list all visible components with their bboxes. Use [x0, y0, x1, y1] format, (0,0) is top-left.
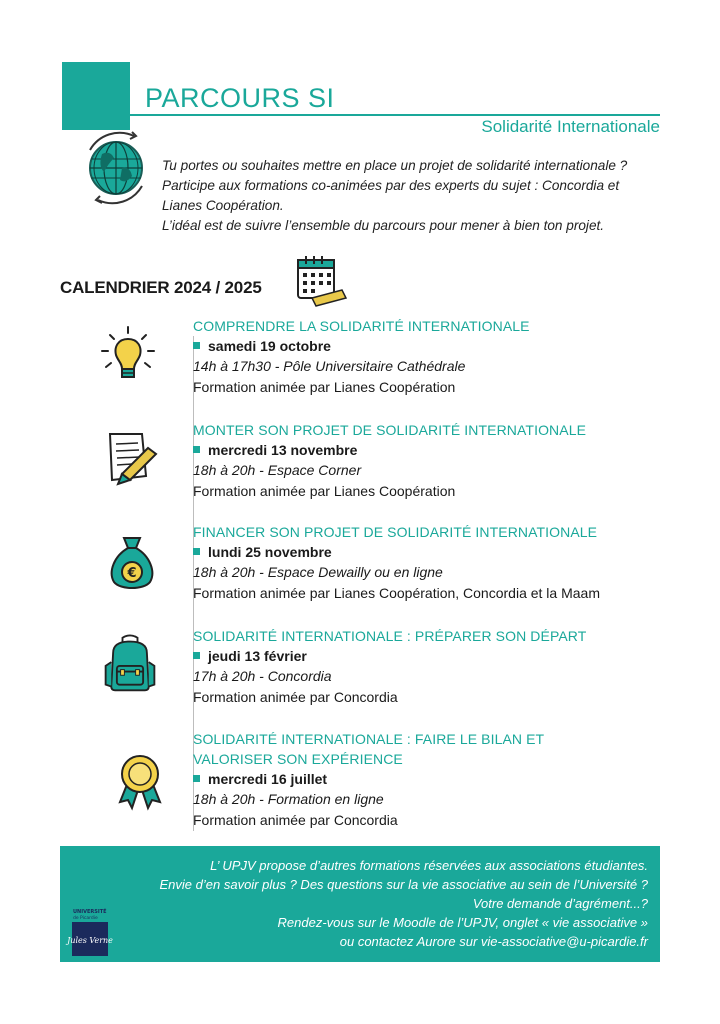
bullet-square: [193, 446, 200, 453]
footer-contact-line: ou contactez Aurore sur vie-associative@u-picardie.fr: [339, 934, 648, 949]
bullet-square: [193, 652, 200, 659]
medal-icon: [110, 750, 170, 810]
event-item: [193, 316, 673, 398]
bullet-square: [193, 775, 200, 782]
event-date: [193, 440, 673, 460]
bullet-square: [193, 342, 200, 349]
logo-line-2: de Picardie: [73, 916, 98, 921]
event-time: 18h à 20h - Espace Corner: [193, 462, 362, 478]
globe-icon: [76, 128, 156, 208]
header-accent-block: [62, 62, 130, 130]
event-trainer: Formation animée par Concordia: [193, 812, 398, 828]
page-subtitle: Solidarité Internationale: [481, 117, 660, 136]
event-date-text: mercredi 13 novembre: [208, 442, 358, 458]
event-trainer: Formation animée par Concordia: [193, 689, 398, 705]
footer-line: Rendez-vous sur le Moodle de l’UPJV, onglet « vie associative »: [277, 915, 648, 930]
intro-line: Lianes Coopération.: [162, 198, 284, 213]
event-title: SOLIDARITÉ INTERNATIONALE : PRÉPARER SON DÉPART: [193, 628, 587, 644]
event-trainer: Formation animée par Lianes Coopération: [193, 379, 456, 395]
calendar-icon: [294, 254, 348, 306]
event-date-text: samedi 19 octobre: [208, 338, 331, 354]
event-trainer: Formation animée par Lianes Coopération: [193, 483, 456, 499]
event-title: COMPRENDRE LA SOLIDARITÉ INTERNATIONALE: [193, 318, 530, 334]
event-trainer: Formation animée par Lianes Coopération, Concordia et la Maam: [193, 585, 600, 601]
event-date-text: jeudi 13 février: [208, 648, 307, 664]
event-time: 17h à 20h - Concordia: [193, 668, 332, 684]
footer-banner: [60, 846, 660, 962]
intro-line: L’idéal est de suivre l’ensemble du parcours pour mener à bien ton projet.: [162, 218, 605, 233]
intro-text: [162, 156, 682, 236]
backpack-icon: [100, 634, 160, 694]
event-time: 18h à 20h - Formation en ligne: [193, 791, 384, 807]
event-date: [193, 336, 673, 356]
money-bag-icon: [102, 532, 162, 592]
event-time: 14h à 17h30 - Pôle Universitaire Cathédrale: [193, 358, 466, 374]
event-item: [193, 626, 673, 708]
calendar-title: CALENDRIER 2024 / 2025: [60, 278, 262, 297]
intro-line: Participe aux formations co-animées par des experts du sujet : Concordia et: [162, 178, 620, 193]
logo-line-1: UNIVERSITÉ: [73, 909, 107, 915]
footer-text: [88, 856, 648, 951]
footer-line: Envie d’en savoir plus ? Des questions sur la vie associative au sein de l’Université ?: [159, 877, 648, 892]
event-title: FINANCER SON PROJET DE SOLIDARITÉ INTERNATIONALE: [193, 524, 598, 540]
svg-text:€: €: [127, 566, 137, 581]
header-rule: [130, 114, 660, 116]
event-date: [193, 542, 673, 562]
footer-line: Votre demande d’agrément...?: [472, 896, 648, 911]
event-date-text: lundi 25 novembre: [208, 544, 332, 560]
event-title: MONTER SON PROJET DE SOLIDARITÉ INTERNATIONALE: [193, 422, 587, 438]
logo-line-3: Jules Verne: [67, 936, 113, 945]
event-time: 18h à 20h - Espace Dewailly ou en ligne: [193, 564, 443, 580]
event-item: [193, 729, 673, 831]
page-title: PARCOURS SI: [145, 83, 335, 113]
bullet-square: [193, 548, 200, 555]
document-pen-icon: [102, 428, 162, 488]
event-date: [193, 646, 673, 666]
event-item: [193, 522, 673, 604]
event-title: SOLIDARITÉ INTERNATIONALE : FAIRE LE BILAN ET: [193, 731, 545, 747]
event-title-continued: VALORISER SON EXPÉRIENCE: [193, 751, 403, 767]
event-date-text: mercredi 16 juillet: [208, 771, 328, 787]
event-date: [193, 769, 673, 789]
intro-line: Tu portes ou souhaites mettre en place un projet de solidarité internationale ?: [162, 158, 628, 173]
lightbulb-icon: [98, 325, 158, 385]
event-item: [193, 420, 673, 502]
footer-line: L’ UPJV propose d’autres formations réservées aux associations étudiantes.: [210, 858, 648, 873]
